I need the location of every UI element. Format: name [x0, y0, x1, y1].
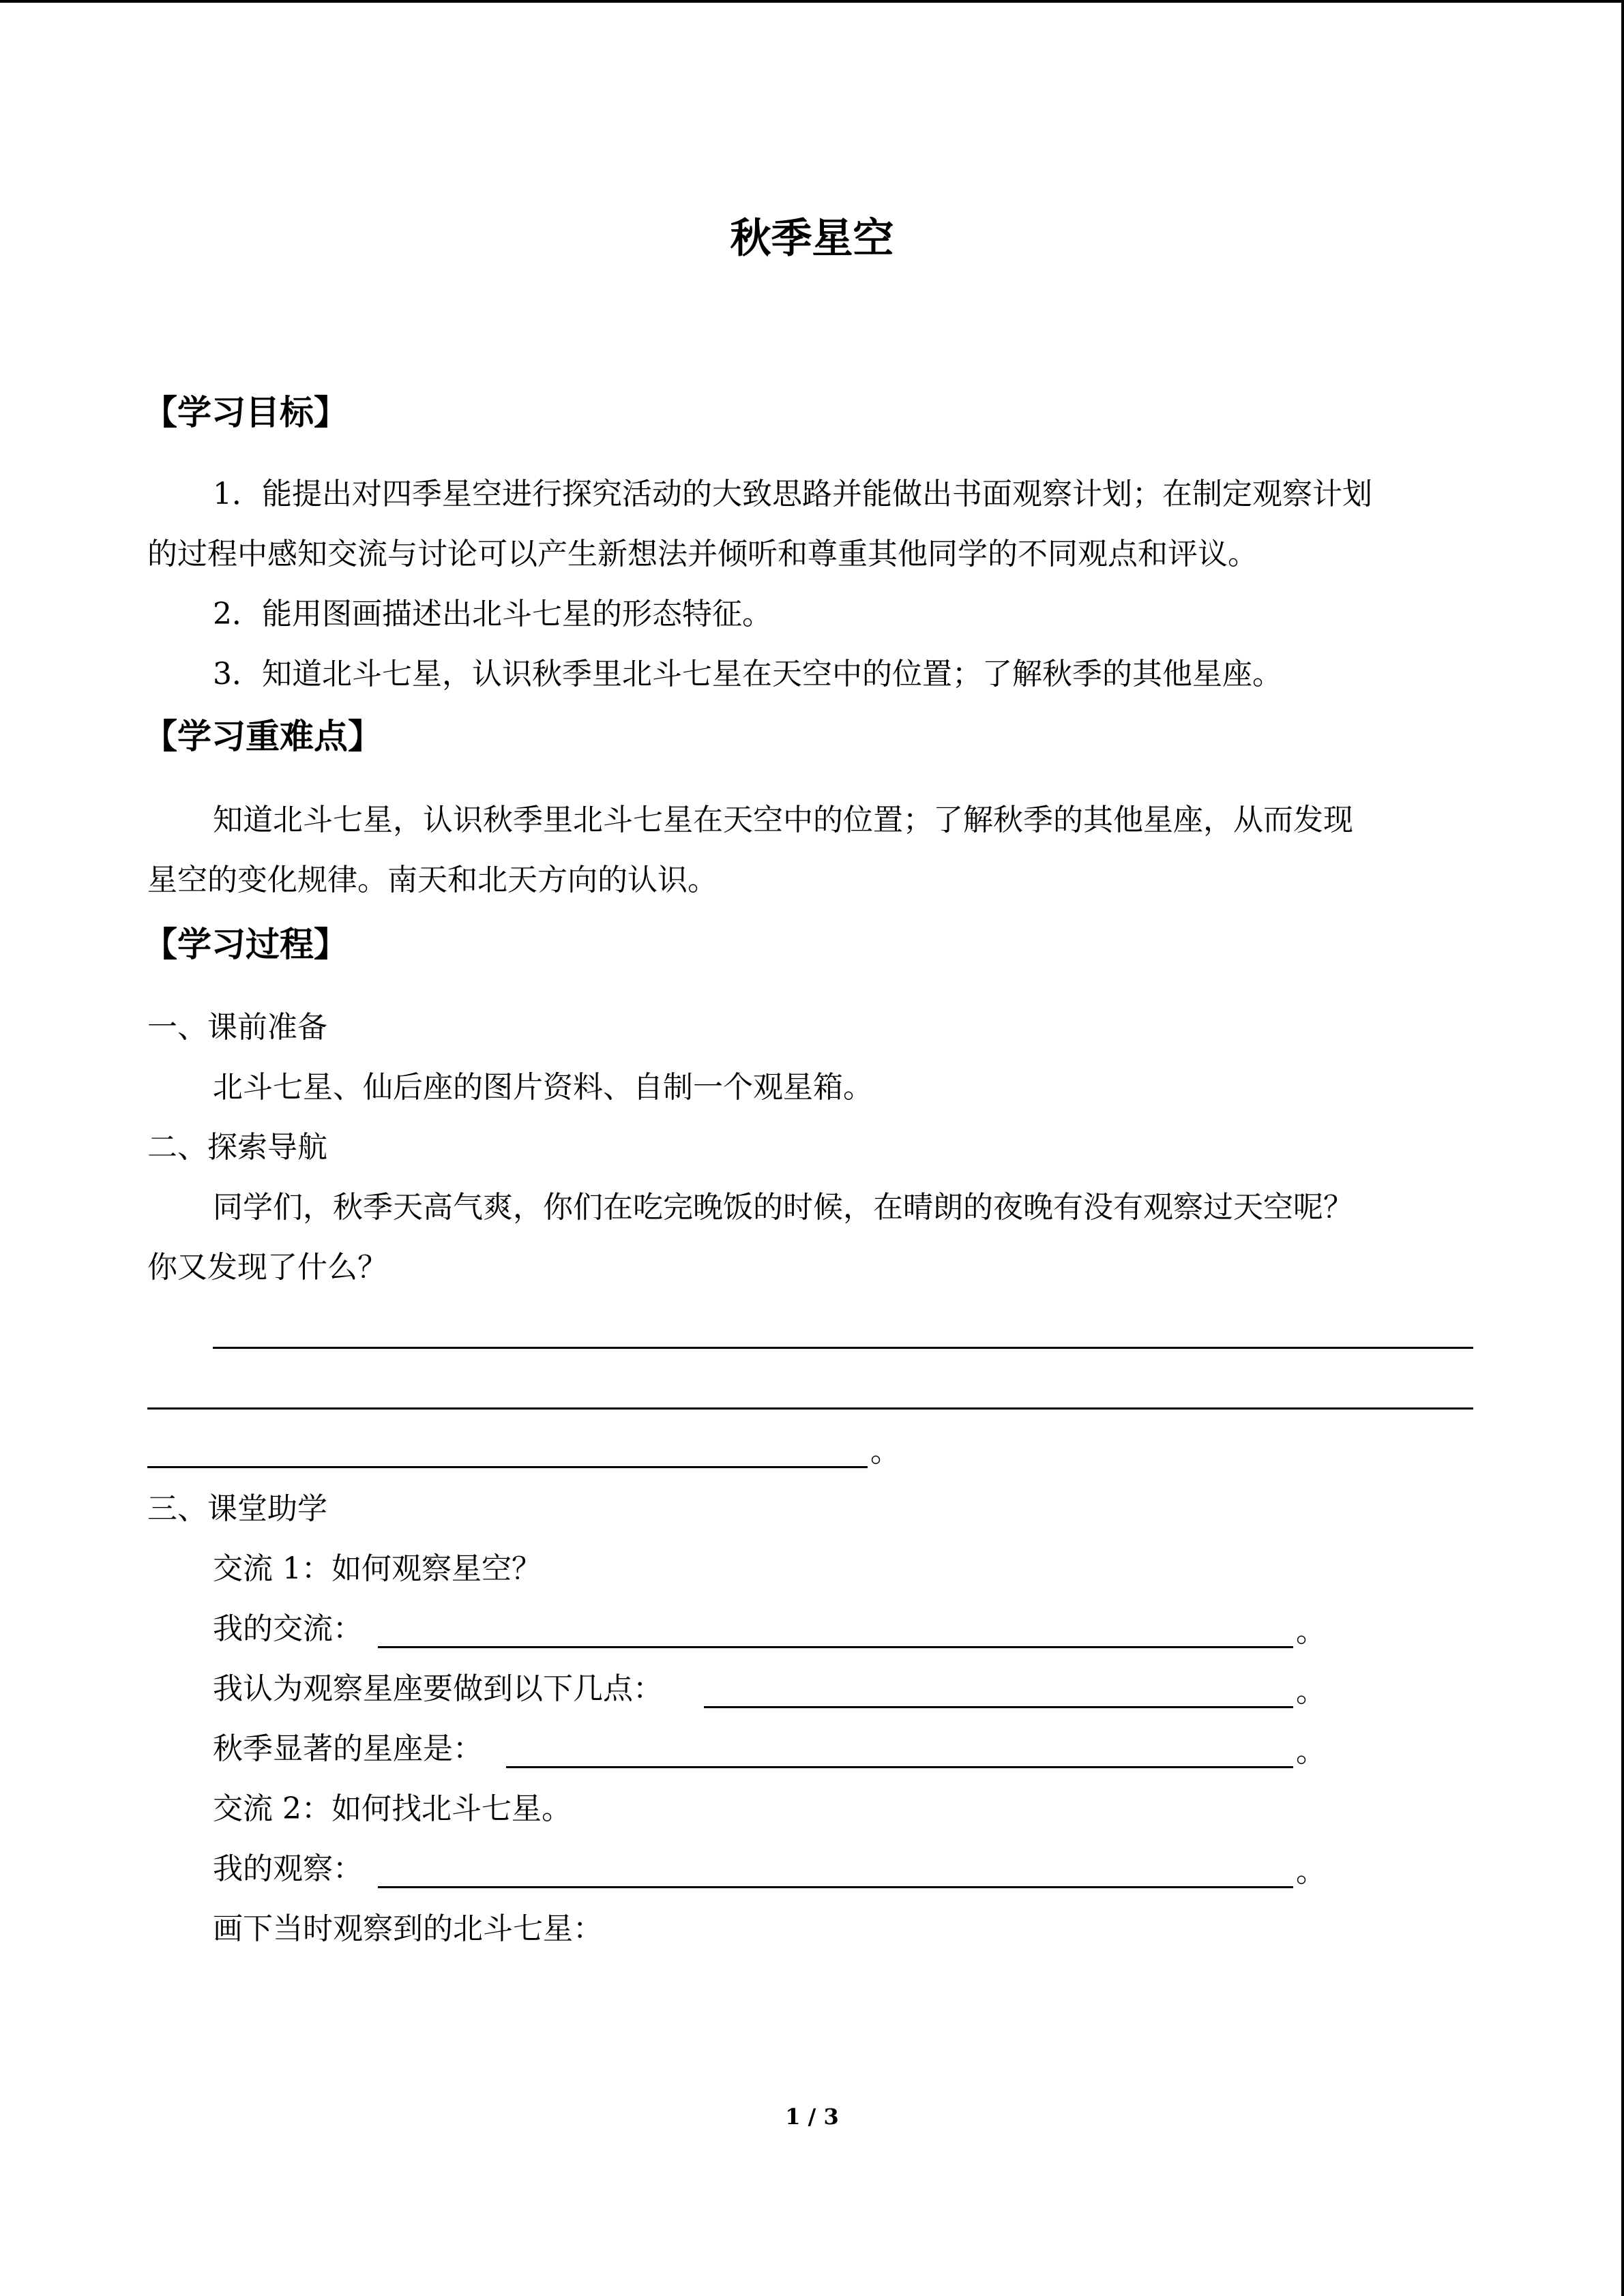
my-exchange-label: 我的交流：: [213, 1611, 363, 1646]
page-border-top: [0, 0, 1624, 3]
objective-2: 2．能用图画描述出北斗七星的形态特征。: [213, 597, 772, 631]
autumn-constellation-label: 秋季显著的星座是：: [213, 1731, 483, 1766]
key-points-heading: 【学习重难点】: [143, 717, 382, 756]
page-number: 1 / 3: [785, 2104, 839, 2130]
process-heading: 【学习过程】: [143, 925, 348, 964]
key-points-line-1: 知道北斗七星，认识秋季里北斗七星在天空中的位置；了解秋季的其他星座，从而发现: [213, 803, 1353, 837]
answer-line-2[interactable]: [147, 1407, 1473, 1410]
objective-1-line-2: 的过程中感知交流与讨论可以产生新想法并倾听和尊重其他同学的不同观点和评议。: [147, 537, 1258, 571]
answer-line-1[interactable]: [213, 1347, 1473, 1349]
my-observation-label: 我的观察：: [213, 1851, 363, 1886]
document-title: 秋季星空: [730, 215, 894, 263]
part-3-title: 三、课堂助学: [147, 1491, 327, 1526]
my-exchange-answer-line[interactable]: [378, 1646, 1293, 1648]
answer-line-3[interactable]: [147, 1466, 868, 1468]
answer-line-3-period: 。: [870, 1434, 900, 1469]
exchange-2-question: 交流 2：如何找北斗七星。: [213, 1791, 572, 1826]
exchange-1-question: 交流 1：如何观察星空？: [213, 1551, 542, 1586]
my-observation-period: 。: [1296, 1854, 1326, 1889]
part-2-line-2: 你又发现了什么？: [147, 1250, 387, 1285]
key-points-line-2: 星空的变化规律。南天和北天方向的认识。: [147, 863, 718, 897]
part-2-title: 二、探索导航: [147, 1130, 327, 1165]
part-2-line-1: 同学们，秋季天高气爽，你们在吃完晚饭的时候，在晴朗的夜晚有没有观察过天空呢？: [213, 1190, 1353, 1225]
objective-3: 3．知道北斗七星，认识秋季里北斗七星在天空中的位置；了解秋季的其他星座。: [213, 657, 1282, 691]
observation-points-label: 我认为观察星座要做到以下几点：: [213, 1671, 663, 1706]
autumn-constellation-answer-line[interactable]: [506, 1766, 1293, 1768]
draw-big-dipper-label: 画下当时观察到的北斗七星：: [213, 1911, 603, 1946]
objective-1-line-1: 1．能提出对四季星空进行探究活动的大致思路并能做出书面观察计划；在制定观察计划: [213, 477, 1372, 511]
observation-points-answer-line[interactable]: [704, 1706, 1293, 1708]
page-border-right: [1621, 0, 1624, 2296]
part-1-title: 一、课前准备: [147, 1010, 327, 1045]
objectives-heading: 【学习目标】: [143, 393, 348, 432]
part-1-text: 北斗七星、仙后座的图片资料、自制一个观星箱。: [213, 1070, 873, 1105]
autumn-constellation-period: 。: [1296, 1734, 1326, 1769]
my-observation-answer-line[interactable]: [378, 1886, 1293, 1888]
observation-points-period: 。: [1296, 1674, 1326, 1709]
my-exchange-period: 。: [1296, 1614, 1326, 1649]
